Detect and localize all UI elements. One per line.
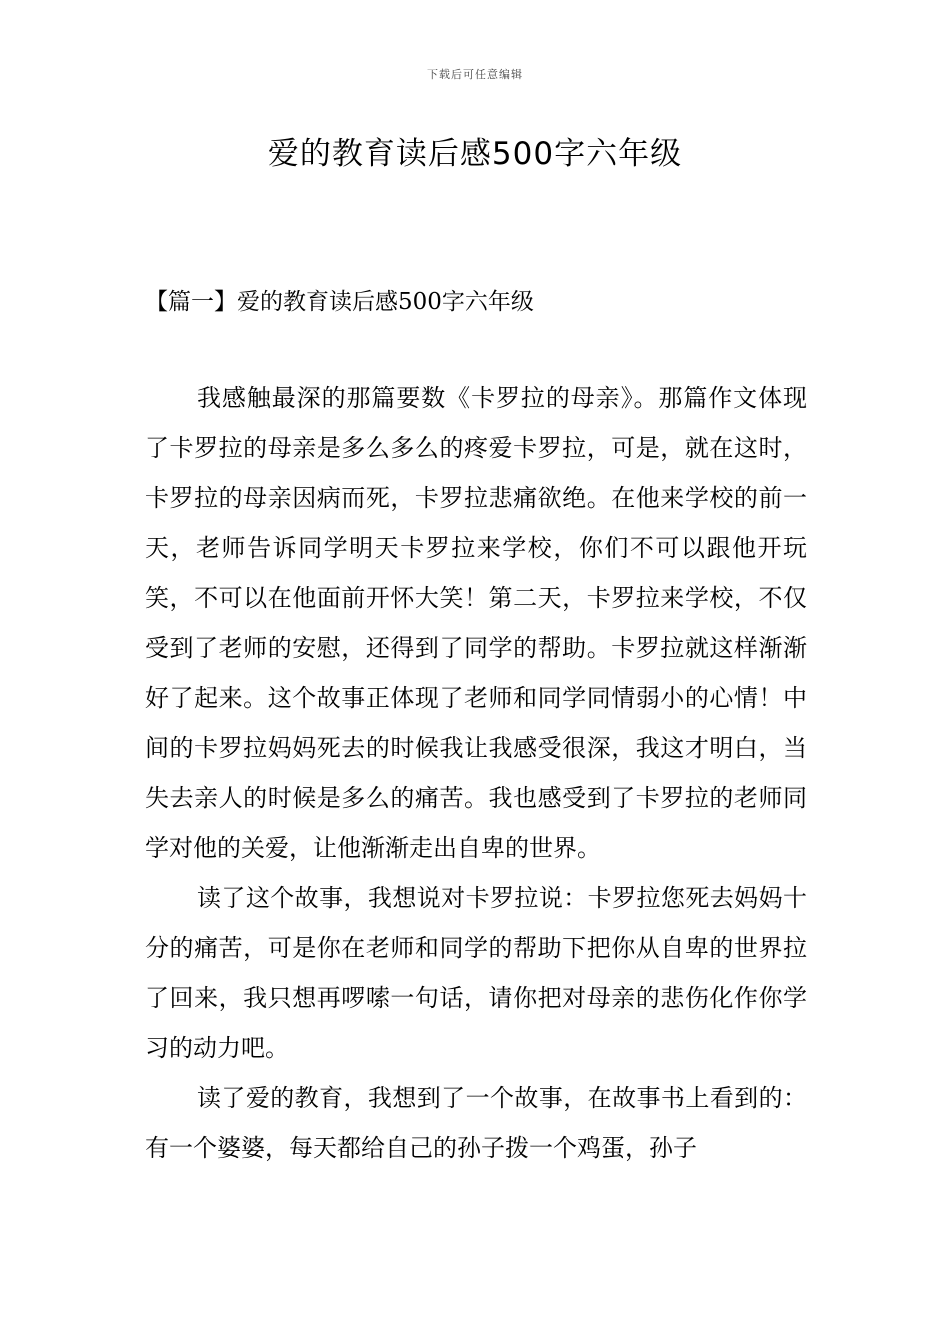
document-title: 爱的教育读后感500字六年级 bbox=[267, 136, 683, 172]
paragraph: 读了爱的教育，我想到了一个故事，在故事书上看到的：有一个婆婆，每天都给自己的孙子拨一个鸡蛋，孙子 bbox=[145, 1084, 807, 1162]
paragraph: 读了这个故事，我想说对卡罗拉说：卡罗拉您死去妈妈十分的痛苦，可是你在老师和同学的帮助下把你从自卑的世界拉了回来，我只想再啰嗦一句话，请你把对母亲的悲伤化作你学习的动力吧。 bbox=[145, 884, 807, 1062]
section-heading: 【篇一】爱的教育读后感500字六年级 bbox=[145, 289, 534, 315]
paragraph: 我感触最深的那篇要数《卡罗拉的母亲》。那篇作文体现了卡罗拉的母亲是多么多么的疼爱卡罗拉，可是，就在这时，卡罗拉的母亲因病而死，卡罗拉悲痛欲绝。在他来学校的前一天，老师告诉同学明天卡罗拉来学校，你们不可以跟他开玩笑，不可以在他面前开怀大笑！第二天，卡罗拉来学校，不仅受到了老师的安慰，还得到了同学的帮助。卡罗拉就这样渐渐好了起来。这个故事正体现了老师和同学同情弱小的心情！中间的卡罗拉妈妈死去的时候我让我感受很深，我这才明白，当失去亲人的时候是多么的痛苦。我也感受到了卡罗拉的老师同学对他的关爱，让他渐渐走出自卑的世界。 bbox=[145, 384, 807, 862]
body-text bbox=[145, 373, 807, 1233]
header-note: 下载后可任意编辑 bbox=[427, 68, 523, 81]
